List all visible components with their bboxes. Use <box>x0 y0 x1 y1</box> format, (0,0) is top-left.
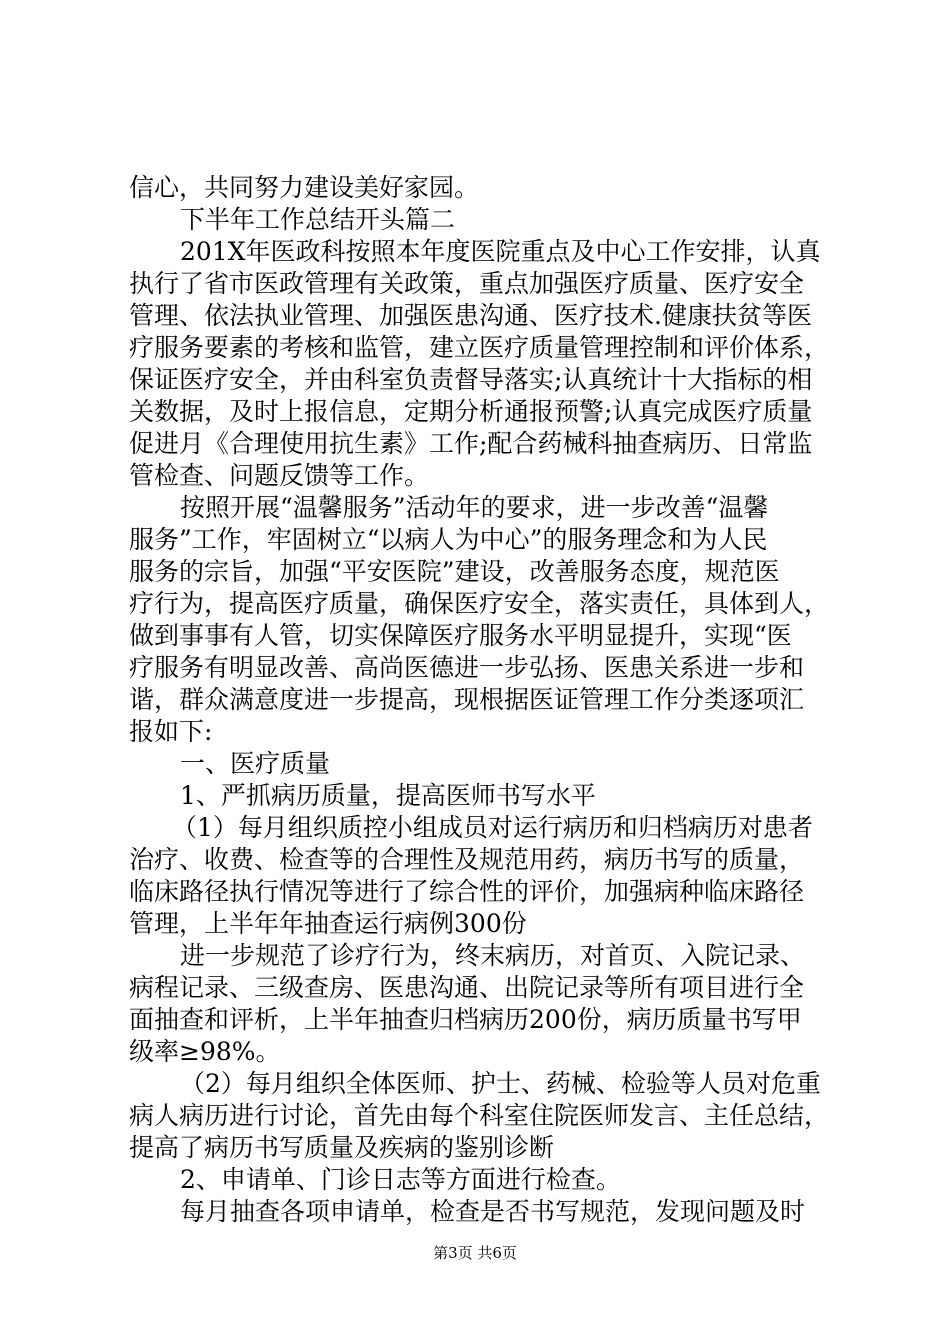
text-line: 服务”工作，牢固树立“以病人为中心”的服务理念和为人民 <box>129 525 768 554</box>
text-line: 治疗、收费、检查等的合理性及规范用药，病历书写的质量， <box>129 845 805 874</box>
text-line: 谐，群众满意度进一步提高，现根据医证管理工作分类逐项汇 <box>129 685 805 714</box>
text-line: 服务的宗旨，加强“平安医院”建设，改善服务态度，规范医 <box>129 557 780 586</box>
text-line: 促进月《合理使用抗生素》工作;配合药械科抽查病历、日常监 <box>129 429 813 458</box>
text-line: 做到事事有人管，切实保障医疗服务水平明显提升，实现“医 <box>129 621 792 650</box>
section-heading: 下半年工作总结开头篇二 <box>180 205 456 234</box>
text-line: 疗行为，提高医疗质量，确保医疗安全，落实责任，具体到人， <box>129 589 830 618</box>
text-line: 管理、依法执业管理、加强医患沟通、医疗技术.健康扶贫等医 <box>129 301 812 330</box>
text-line: 保证医疗安全，并由科室负责督导落实;认真统计十大指标的相 <box>129 365 813 394</box>
text-line: 面抽查和评析，上半年抽查归档病历200份，病历质量书写甲 <box>129 1005 802 1034</box>
text-line: 病人病历进行讨论，首先由每个科室住院医师发言、主任总结， <box>129 1101 830 1130</box>
text-line: 执行了省市医政管理有关政策，重点加强医疗质量、医疗安全 <box>129 269 805 298</box>
text-line: 按照开展“温馨服务”活动年的要求，进一步改善“温馨 <box>180 493 769 522</box>
text-line: （1）每月组织质控小组成员对运行病历和归档病历对患者 <box>172 813 813 842</box>
text-line: 级率≥98%。 <box>129 1037 281 1066</box>
text-line: 管理，上半年年抽查运行病例300份 <box>129 909 527 938</box>
text-line: 报如下: <box>129 717 213 746</box>
text-line: 病程记录、三级查房、医患沟通、出院记录等所有项目进行全 <box>129 973 805 1002</box>
page-footer: 第3页 共6页 <box>433 1244 517 1262</box>
text-line: 关数据，及时上报信息，定期分析通报预警;认真完成医疗质量 <box>129 397 813 426</box>
text-line: 进一步规范了诊疗行为，终末病历，对首页、入院记录、 <box>180 941 806 970</box>
text-line: 疗服务要素的考核和监管，建立医疗质量管理控制和评价体系， <box>129 333 830 362</box>
text-line: 管检查、问题反馈等工作。 <box>129 461 430 490</box>
text-line: 疗服务有明显改善、高尚医德进一步弘扬、医患关系进一步和 <box>129 653 805 682</box>
subsection-heading: 2、申请单、门诊日志等方面进行检查。 <box>180 1165 621 1194</box>
text-line: 每月抽查各项申请单，检查是否书写规范，发现问题及时 <box>180 1197 806 1226</box>
text-line: 临床路径执行情况等进行了综合性的评价，加强病种临床路径 <box>129 877 805 906</box>
text-line: 201X年医政科按照本年度医院重点及中心工作安排，认真 <box>180 237 821 266</box>
subsection-heading: 1、严抓病历质量，提高医师书写水平 <box>180 781 596 810</box>
text-line: 信心，共同努力建设美好家园。 <box>129 173 480 202</box>
text-line: （2）每月组织全体医师、护士、药械、检验等人员对危重 <box>180 1069 821 1098</box>
section-heading: 一、医疗质量 <box>180 749 331 778</box>
text-line: 提高了病历书写质量及疾病的鉴别诊断 <box>129 1133 555 1162</box>
